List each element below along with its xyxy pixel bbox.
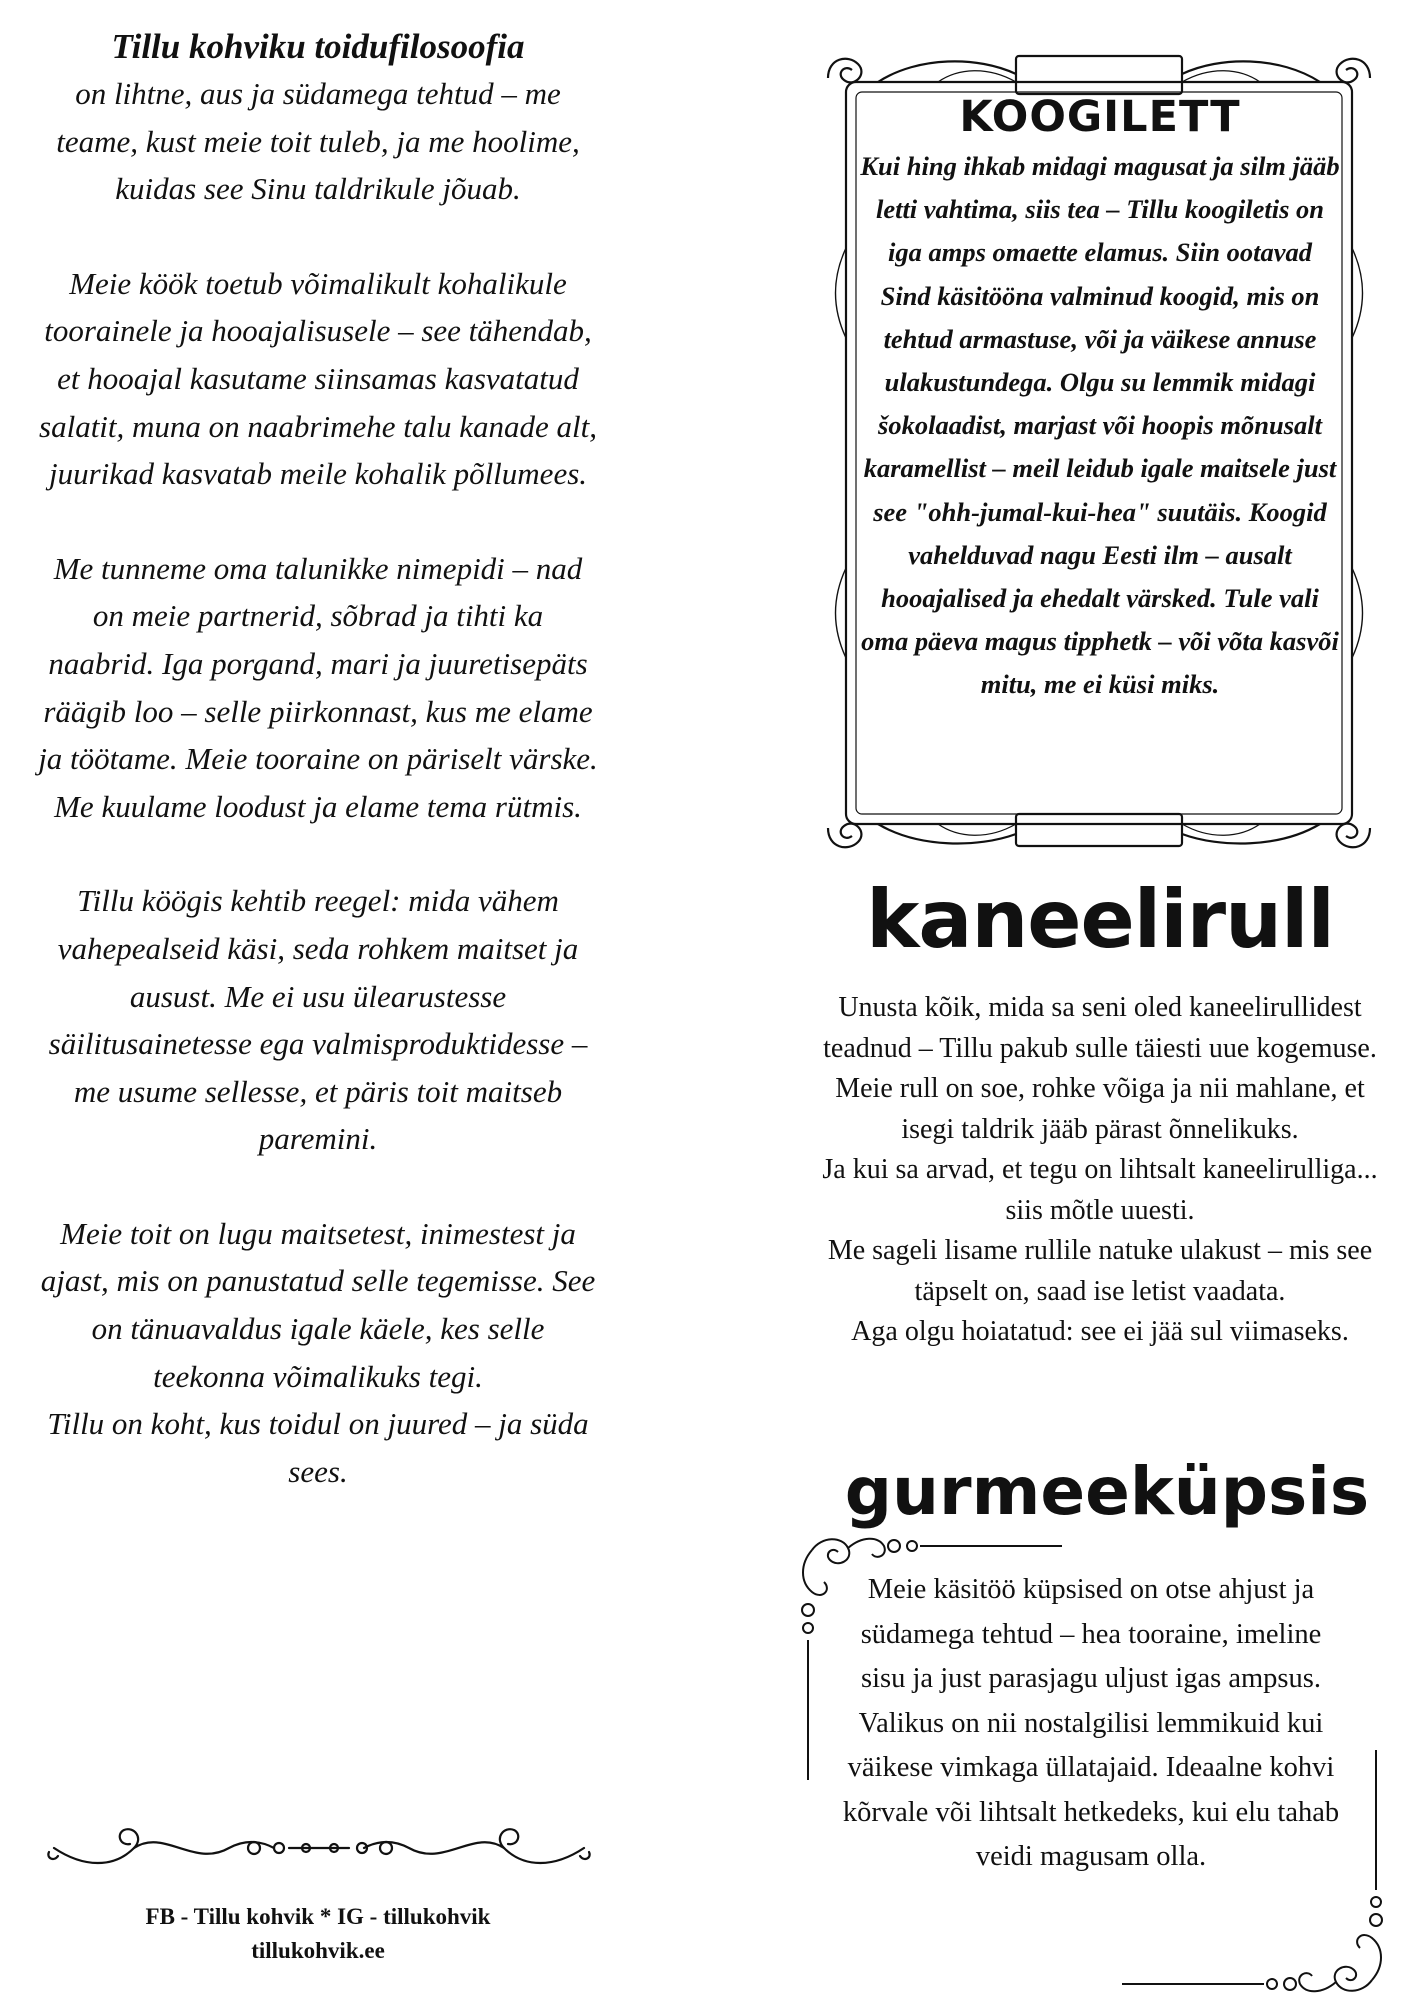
social-footer	[38, 1900, 598, 1968]
koogilett-text: Kui hing ihkab midagi magusat ja silm jääb letti vahtima, siis tea – Tillu koogiletis on iga amps omaette elamus. Siin ootavad Sind käsitööna valminud koogid, mis on tehtud armastuse, või ja väikese annuse ulakustundega. Olgu su lemmik midagi šokolaadist, marjast või hoopis mõnusalt karamellist – meil leidub igale maitsele just see "ohh-jumal-kui-hea" suutäis. Koogid vahelduvad nagu Eesti ilm – ausalt hooajalised ja ehedalt värsked. Tule vali oma päeva magus tipphetk – või võta kasvõi mitu, me ei küsi miks.	[860, 151, 1340, 700]
social-handles: FB - Tillu kohvik * IG - tillukohvik	[145, 1904, 491, 1929]
philosophy-intro: on lihtne, aus ja südamega tehtud – me teame, kust meie toit tuleb, ja me hoolime, kuidas see Sinu taldrikule jõuab.	[56, 76, 580, 207]
gurmeekupsis-text: Meie käsitöö küpsised on otse ahjust ja südamega tehtud – hea tooraine, imeline sisu ja just parasjagu uljust igas ampsus. Valikus on nii nostalgilisi lemmikuid kui väikese vimkaga üllatajaid. Ideaalne kohvi kõrvale või lihtsalt hetkedeks, kui elu tahab veidi magusam olla.	[842, 1574, 1340, 1872]
swirl-divider-ornament	[44, 1818, 594, 1878]
gurmeekupsis-description	[836, 1568, 1346, 1880]
philosophy-paragraph-3: Tillu köögis kehtib reegel: mida vähem vahepealseid käsi, seda rohkem maitset ja ausust. Me ei usu ülearustesse säilitusainetesse ega valmisproduktidesse – me usume sellesse, et päris toit maitseb paremini.	[48, 883, 588, 1157]
kaneelirull-line-2: Meie rull on soe, rohke võiga ja nii mahlane, et isegi taldrik jääb pärast õnnelikuks.	[835, 1073, 1365, 1145]
philosophy-paragraph-2: Me tunneme oma talunikke nimepidi – nad on meie partnerid, sõbrad ja tihti ka naabrid. Iga porgand, mari ja juuretisepäts räägib loo – selle piirkonnast, kus me elame ja töötame. Meie tooraine on päriselt värske. Me kuulame loodust ja elame tema rütmis.	[38, 550, 598, 824]
philosophy-column	[38, 24, 598, 1495]
philosophy-title: Tillu kohviku toidufilosoofia	[111, 27, 525, 66]
kaneelirull-line-5: Aga olgu hoiatatud: see ei jää sul viimaseks.	[851, 1316, 1349, 1347]
philosophy-paragraph-4: Meie toit on lugu maitsetest, inimestest ja ajast, mis on panustatud selle tegemisse. See on tänuavaldus igale käele, kes selle teekonna võimalikuks tegi.	[40, 1215, 596, 1394]
gurmeekupsis-heading: gurmeeküpsis	[844, 1453, 1370, 1530]
koogilett-description	[860, 145, 1340, 707]
koogilett-title: KOOGILETT	[959, 92, 1241, 142]
kaneelirull-description	[812, 988, 1388, 1353]
philosophy-paragraph-1: Meie köök toetub võimalikult kohalikule toorainele ja hooajalisusele – see tähendab, et hooajal kasutame siinsamas kasvatatud salatit, muna on naabrimehe talu kanade alt, juurikad kasvatab meile kohalik põllumees.	[39, 265, 597, 492]
kaneelirull-line-1: Unusta kõik, mida sa seni oled kaneelirullidest teadnud – Tillu pakub sulle täiesti uue kogemuse.	[823, 992, 1377, 1064]
website-address: tillukohvik.ee	[251, 1938, 385, 1963]
philosophy-paragraph-5: Tillu on koht, kus toidul on juured – ja süda sees.	[47, 1406, 589, 1489]
kaneelirull-heading: kaneelirull	[866, 873, 1334, 966]
kaneelirull-line-3: Ja kui sa arvad, et tegu on lihtsalt kaneelirulliga... siis mõtle uuesti.	[822, 1154, 1378, 1226]
kaneelirull-line-4: Me sageli lisame rullile natuke ulakust – mis see täpselt on, saad ise letist vaadata.	[827, 1235, 1373, 1307]
